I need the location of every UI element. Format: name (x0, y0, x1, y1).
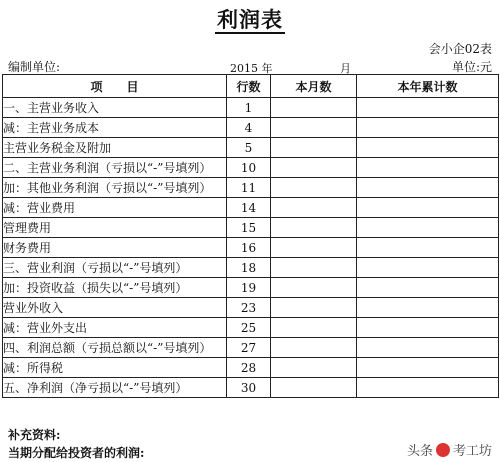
row-line-number: 23 (227, 298, 271, 318)
row-item: 加：投资收益（损失以“-”号填列） (3, 278, 227, 298)
table-row (3, 278, 499, 298)
row-item: 主营业务税金及附加 (3, 138, 227, 158)
row-line-number: 27 (227, 338, 271, 358)
row-month-cell[interactable] (271, 338, 357, 358)
row-item: 减：主营业务成本 (3, 118, 227, 138)
table-row (3, 258, 499, 278)
row-month-cell[interactable] (271, 98, 357, 118)
table-row (3, 298, 499, 318)
row-line-number: 19 (227, 278, 271, 298)
row-line-number: 30 (227, 378, 271, 398)
row-line-number: 1 (227, 98, 271, 118)
row-ytd-cell[interactable] (357, 118, 499, 138)
income-statement-table (2, 74, 499, 398)
row-item: 营业外收入 (3, 298, 227, 318)
row-item: 四、利润总额（亏损总额以“-”号填列） (3, 338, 227, 358)
table-header-row (3, 75, 499, 98)
row-item: 二、主营业务利润（亏损以“-”号填列） (3, 158, 227, 178)
row-line-number: 16 (227, 238, 271, 258)
row-month-cell[interactable] (271, 138, 357, 158)
row-item: 财务费用 (3, 238, 227, 258)
row-line-number: 11 (227, 178, 271, 198)
table-row (3, 378, 499, 398)
watermark-name: 考工坊 (452, 444, 492, 459)
row-item: 一、主营业务收入 (3, 98, 227, 118)
row-month-cell[interactable] (271, 238, 357, 258)
header-ytd: 本年累计数 (357, 75, 499, 98)
row-item: 减：所得税 (3, 358, 227, 378)
row-line-number: 10 (227, 158, 271, 178)
table-row (3, 118, 499, 138)
header-item: 项 目 (3, 75, 227, 98)
row-ytd-cell[interactable] (357, 218, 499, 238)
header-line: 行数 (227, 75, 271, 98)
row-month-cell[interactable] (271, 378, 357, 398)
row-ytd-cell[interactable] (357, 318, 499, 338)
form-code: 会小企02表 (428, 42, 492, 56)
row-line-number: 5 (227, 138, 271, 158)
header-month: 本月数 (271, 75, 357, 98)
table-row (3, 358, 499, 378)
row-ytd-cell[interactable] (357, 238, 499, 258)
row-item: 三、营业利润（亏损以“-”号填列） (3, 258, 227, 278)
table-row (3, 98, 499, 118)
supplement-heading: 补充资料: (8, 428, 61, 442)
table-row (3, 338, 499, 358)
row-month-cell[interactable] (271, 118, 357, 138)
row-ytd-cell[interactable] (357, 278, 499, 298)
row-line-number: 18 (227, 258, 271, 278)
row-ytd-cell[interactable] (357, 178, 499, 198)
row-line-number: 15 (227, 218, 271, 238)
watermark-prefix: 头条 (406, 444, 433, 459)
row-month-cell[interactable] (271, 178, 357, 198)
row-month-cell[interactable] (271, 158, 357, 178)
row-ytd-cell[interactable] (357, 378, 499, 398)
row-month-cell[interactable] (271, 198, 357, 218)
statement-title: 利润表 (217, 7, 283, 32)
table-row (3, 318, 499, 338)
row-month-cell[interactable] (271, 278, 357, 298)
row-month-cell[interactable] (271, 298, 357, 318)
row-line-number: 4 (227, 118, 271, 138)
year-label: 2015 年 (230, 62, 273, 75)
row-item: 减：营业费用 (3, 198, 227, 218)
table-row (3, 218, 499, 238)
row-ytd-cell[interactable] (357, 298, 499, 318)
month-label: 月 (340, 62, 351, 75)
row-ytd-cell[interactable] (357, 198, 499, 218)
row-month-cell[interactable] (271, 258, 357, 278)
supplement-line: 当期分配给投资者的利润: (8, 446, 145, 460)
row-line-number: 28 (227, 358, 271, 378)
watermark (407, 440, 492, 459)
row-line-number: 14 (227, 198, 271, 218)
row-ytd-cell[interactable] (357, 258, 499, 278)
row-ytd-cell[interactable] (357, 158, 499, 178)
row-ytd-cell[interactable] (357, 338, 499, 358)
row-ytd-cell[interactable] (357, 358, 499, 378)
row-item: 五、净利润（净亏损以“-”号填列） (3, 378, 227, 398)
row-item: 加：其他业务利润（亏损以“-”号填列） (3, 178, 227, 198)
source-logo-icon (436, 443, 450, 457)
table-row (3, 158, 499, 178)
row-item: 减：营业外支出 (3, 318, 227, 338)
row-month-cell[interactable] (271, 358, 357, 378)
table-row (3, 238, 499, 258)
table-row (3, 138, 499, 158)
table-row (3, 178, 499, 198)
table-row (3, 198, 499, 218)
row-month-cell[interactable] (271, 318, 357, 338)
org-label: 编制单位: (8, 60, 61, 74)
row-month-cell[interactable] (271, 218, 357, 238)
row-ytd-cell[interactable] (357, 138, 499, 158)
row-ytd-cell[interactable] (357, 98, 499, 118)
row-line-number: 25 (227, 318, 271, 338)
unit-label: 单位:元 (451, 60, 492, 74)
row-item: 管理费用 (3, 218, 227, 238)
